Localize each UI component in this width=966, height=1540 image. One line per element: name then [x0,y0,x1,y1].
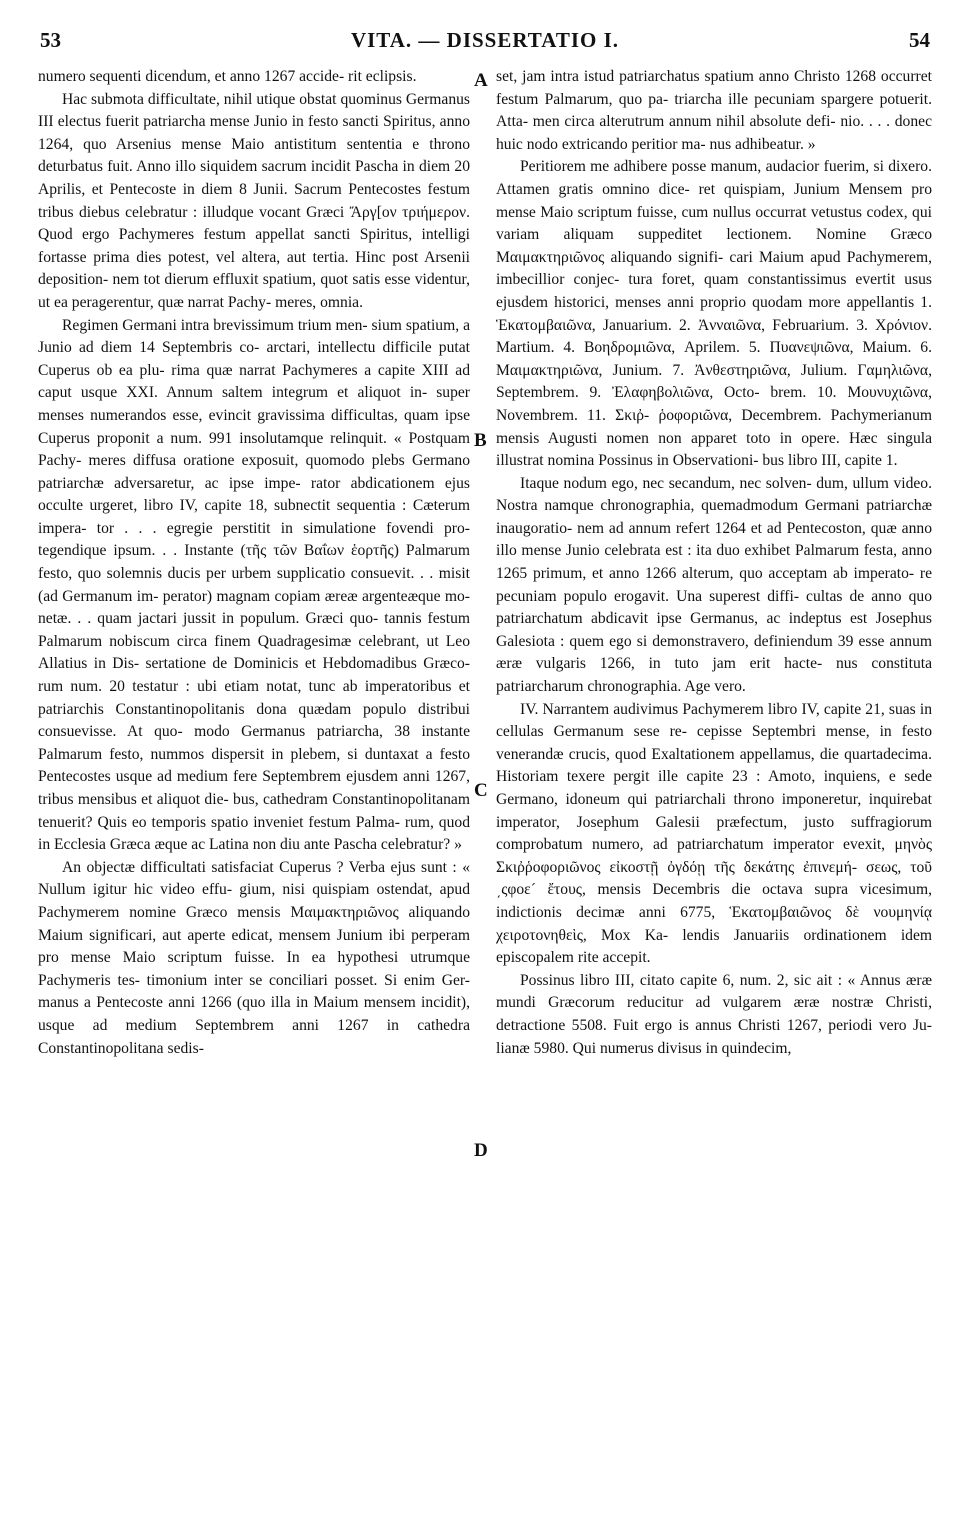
paragraph: Peritiorem me adhibere posse manum, audacior fuerim, si dixero. Attamen gratis omnino dice- ret quispiam, Junium Mensem pro mense Maio scriptum fuisse, cum nullus occurrat vetustus codex, qui variam aliquam suppeditet lectionem. Nomine Græco Μαιμακτηριῶνος aliquando signifi- cari Maium apud Pachymerem, imbecillior conjec- tura foret, quam constantissimus evertit usus ejusdem historici, menses anni proprio quodam more appellantis 1. Ἑκατομβαιῶνα, Januarium. 2. Ἀνναιῶνα, Februarium. 3. Χρόνιον. Martium. 4. Βοηδρομιῶνα, Aprilem. 5. Πυανεψιῶνα, Maium. 6. Μαιμακτηριῶνα, Junium. 7. Ἀνθεστηριῶνα, Julium. Γαμηλιῶνα, Septembrem. 9. Ἐλαφηβολιῶνα, Octo- brem. 10. Μουνυχιῶνα, Novembrem. 11. Σκιῤ- ῥοφοριῶνα, Decembrem. Pachymerianum mensis Augusti nomen non apparet toto in opere. Hæc singula illustrat nomina Possinus in Observationi- bus libro III, capite 1. [496,158,932,470]
right-column [496,66,932,1526]
paragraph: An objectæ difficultati satisfaciat Cuperus ? Verba ejus sunt : « Nullum igitur hic video effu- gium, nisi quispiam ostendat, apud Pachymerem nomine Græco mensis Μαιμακτηριῶνος aliquando Maium significari, aut aperte edicat, mensem Junium ibi perperam pro mense Maio scriptum fuisse. In ea hypothesi utrumque Pachymeris tes- timonium inter se conciliari posset. Si enim Ger- manus a Pentecoste anni 1266 (quo illa in Maium mensem incidit), usque ad medium Septembrem anni 1267 in cathedra Constantinopolitana sedis- [38,858,470,1057]
paragraph: IV. Narrantem audivimus Pachymerem libro IV, capite 21, suas in cellulas Germanum sese re- cepisse Septembri mense, in festo venerandæ crucis, quod Exaltationem appellamus, die quartadecima. Historiam texere pergit ille capite 23 : Amoto, inquiens, e sede Germano, idoneum qui patriarchali throno imponeretur, inquirebat imperator, Josephum Galesii præfectum, justo suffragiorum comprobatum numero, ad patriarchatum imperator evexit, μηνὸς Σκιῤῥοφοριῶνος εἰκοστῇ ὀγδόῃ τῆς δεκάτης ἐπινεμή- σεως, τοῦ ͵ςφοε´ ἔτους, mensis Decembris die octava supra vicesimum, indictionis decimæ anni 6775, Ἑκατομβαιῶνος δὲ νουμηνίᾳ χειροτονηθεὶς, Mox Ka- lendis Januariis ordinationem idem episcopalem rite accepit. [496,700,932,967]
paragraph: Hac submota difficultate, nihil utique obstat quominus Germanus III electus fuerit patriarcha mense Junio in festo sancti Spiritus, anno 1264, quo Arsenius mense Maio antistitum sententia e throno deturbatus fuit. Anno illo siquidem sacrum incidit Pascha in diem 20 Aprilis, et Pentecoste in diem 8 Junii. Sacrum Pentecostes festum tribus diebus celebratur : illudque vocant Græci Ἄργ[ον τριήμερον. Quod ergo Pachymeres festum appellat sancti Spiritus, intelligi fortasse prima dies potest, vel altera, aut tertia. Hinc post Arsenii deposition- nem tot dierum effluxit spatium, quot satis esse videntur, ut ea peragerentur, quæ narrat Pachy- meres, omnia. [38,90,470,311]
running-title: VITA. — DISSERTATIO I. [350,28,620,52]
paragraph: Regimen Germani intra brevissimum trium men- sium spatium, a Junio ad diem 14 Septembris co- arctari, intellectu difficile putat Cuperus ob ea plu- rima quæ narrat Pachymeres a capite XIII ad caput usque XXI. Annum saltem integrum et aliquot in- super menses numerandos esse, evincit gravissima difficultas, quam ipse Cuperus proponit a num. 991 insolutamque relinquit. « Postquam Pachy- meres diffusa oratione exposuit, quomodo plebs Germano patriarchæ adversaretur, ac ipse impe- rator abdicationem ejus occulte urgeret, libro IV, capite 18, subnectit sequentia : Cæterum impera- tor . . . egregie perstitit in simulatione fovendi pro- tegendique ipsum. . . Instante (τῆς τῶν Βαΐων ἑορτῆς) Palmarum festo, quo solemnis ducis per urbem supplicatio consuevit. . . misit (ad Germanum im- perator) magnam copiam æreæ argenteæque mo- netæ. . . quam jactari jussit in populum. Græci quo- tannis festum Palmarum nobiscum circa finem Quadragesimæ celebrant, ut Leo Allatius in Dis- sertatione de Dominicis et Hebdomadibus Græco- rum num. 20 testatur : ubi etiam notat, tunc ab imperatoribus et patriarchis Constantinopolitanis dona quædam populo distribui consuevisse. At quo- modo Germanus patriarcha, 38 instante Palmarum festo, nummos dispersit in plebem, si duntaxat a festo Pentecostes usque ad medium fere Septembrem ejusdem anni 1267, tribus mensibus et aliquot die- bus, cathedram Constantinopolitanam tenuerit? Quis eo temporis spatio inveniet festum Palma- rum, quod in Ecclesia Græca æque ac Latina non diu ante Pascha celebratur? » [38,316,470,854]
paragraph: set, jam intra istud patriarchatus spatium anno Christo 1268 occurret festum Palmarum, quo pa- triarcha ille pecuniam spargere potuerit. Atta- men circa alterutrum annum nihil absolute defi- nio. . . . donec huic nodo extricando peritior ma- nus adhibeatur. » [496,68,932,153]
page-number-right: 54 [909,28,930,52]
margin-marker-b: B [474,430,487,451]
left-column [38,66,470,1526]
paragraph: numero sequenti dicendum, et anno 1267 accide- rit eclipsis. [38,68,417,85]
margin-marker-d: D [474,1140,488,1161]
margin-marker-c: C [474,780,488,801]
paragraph: Itaque nodum ego, nec secandum, nec solven- dum, ullum video. Nostra namque chronographia, quemadmodum Germani patriarchæ inaugoratio- nem ad annum refert 1264 et ad Pentecoston, quæ anno illo mense Junio celebrata est : ita duo exhibet Palmarum festa, anno 1265 primum, et anno 1266 alterum, quo acceptam ab imperato- re pecuniam populo erogavit. Una superest diffi- cultas de anno quo patriarchatum abdicavit ipse Germanus, ac indeptus est Josephus Galesiota : quem ego si demonstravero, definiendum 39 esse annum æræ vulgaris 1266, in tuto jam erit hacte- nus constituta patriarcharum chronographia. Age vero. [496,474,932,696]
running-header [40,28,930,62]
paragraph: Possinus libro III, citato capite 6, num. 2, sic ait : « Annus æræ mundi Græcorum reducitur ad vulgarem æræ nostræ Christi, detractione 5508. Fuit ergo is annus Christi 1267, periodi vero Ju- lianæ 5980. Qui numerus divisus in quindecim, [496,971,932,1057]
margin-marker-a: A [474,70,488,91]
page-number-left: 53 [40,28,61,52]
